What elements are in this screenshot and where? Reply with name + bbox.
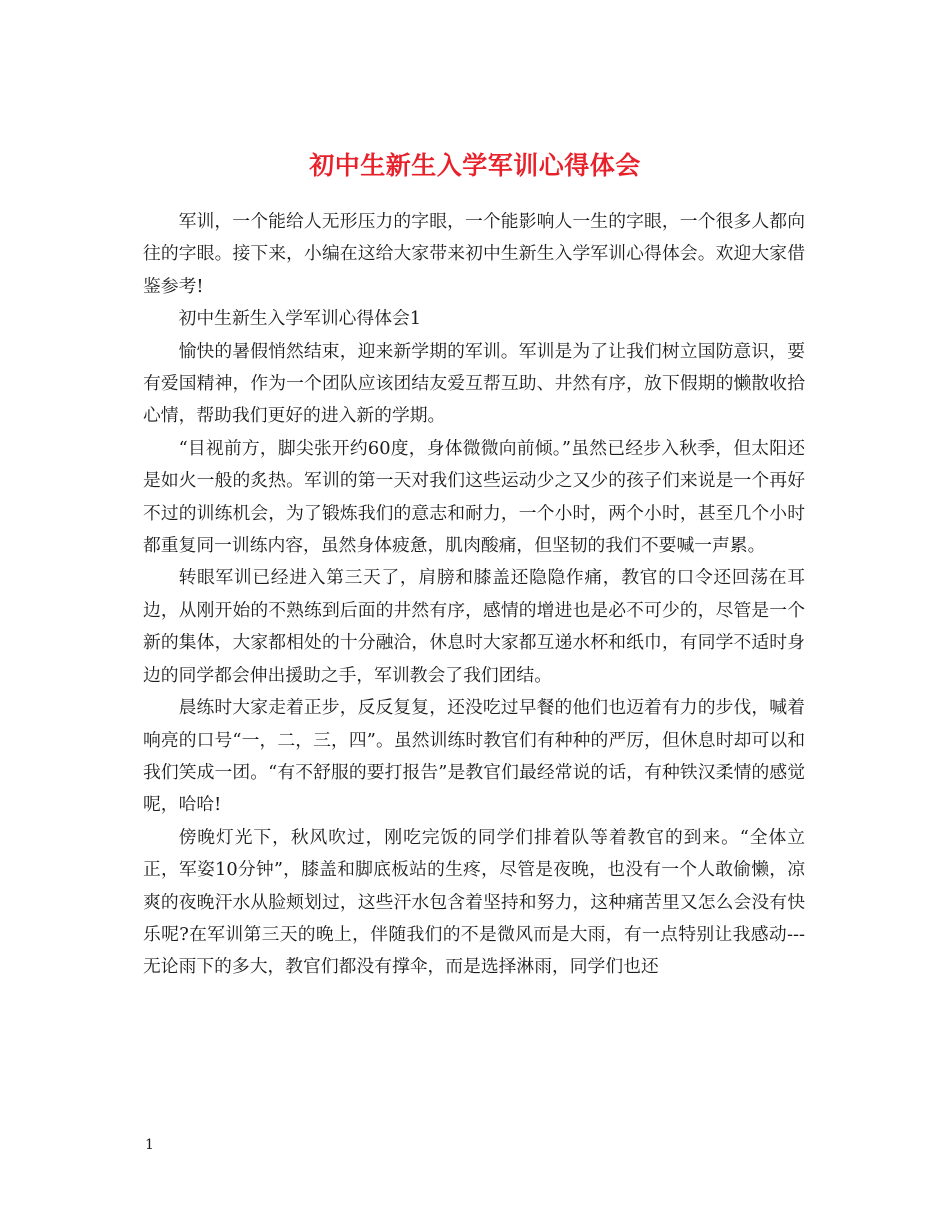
paragraph: 晨练时大家走着正步，反反复复，还没吃过早餐的他们也迈着有力的步伐，喊着响亮的口号“一，二，三，四”。虽然训练时教官们有种种的严厉，但休息时却可以和我们笑成一团。“有不舒服的要打报告”是教官们最经常说的话，有种铁汉柔情的感觉呢，哈哈! (143, 697, 805, 816)
document-title: 初中生新生入学军训心得体会 (309, 150, 641, 180)
section-heading: 初中生新生入学军训心得体会1 (178, 308, 422, 330)
paragraph: 愉快的暑假悄然结束，迎来新学期的军训。军训是为了让我们树立国防意识，要有爱国精神，作为一个团队应该团结友爱互帮互助、井然有序，放下假期的懒散收拾心情，帮助我们更好的进入新的学期。 (143, 340, 805, 427)
document-body (143, 206, 805, 984)
page-number: 1 (145, 1137, 154, 1153)
paragraph: “目视前方，脚尖张开约60度，身体微微向前倾。”虽然已经步入秋季，但太阳还是如火一般的炙热。军训的第一天对我们这些运动少之又少的孩子们来说是一个再好不过的训练机会，为了锻炼我们的意志和耐力，一个小时，两个小时，甚至几个小时都重复同一训练内容，虽然身体疲惫，肌肉酸痛，但坚韧的我们不要喊一声累。 (143, 437, 805, 557)
paragraph: 转眼军训已经进入第三天了，肩膀和膝盖还隐隐作痛，教官的口令还回荡在耳边，从刚开始的不熟练到后面的井然有序，感情的增进也是必不可少的，尽管是一个新的集体，大家都相处的十分融洽，休息时大家都互递水杯和纸巾，有同学不适时身边的同学都会伸出援助之手，军训教会了我们团结。 (143, 567, 805, 686)
paragraph-intro: 军训，一个能给人无形压力的字眼，一个能影响人一生的字眼，一个很多人都向往的字眼。接下来，小编在这给大家带来初中生新生入学军训心得体会。欢迎大家借鉴参考! (143, 211, 805, 297)
paragraph: 傍晚灯光下，秋风吹过，刚吃完饭的同学们排着队等着教官的到来。“全体立正，军姿10分钟”，膝盖和脚底板站的生疼，尽管是夜晚，也没有一个人敢偷懒，凉爽的夜晚汗水从脸颊划过，这些汗水包含着坚持和努力，这种痛苦里又怎么会没有快乐呢?在军训第三天的晚上，伴随我们的不是微风而是大雨，有一点特别让我感动---无论雨下的多大，教官们都没有撑伞，而是选择淋雨，同学们也还 (143, 826, 805, 978)
